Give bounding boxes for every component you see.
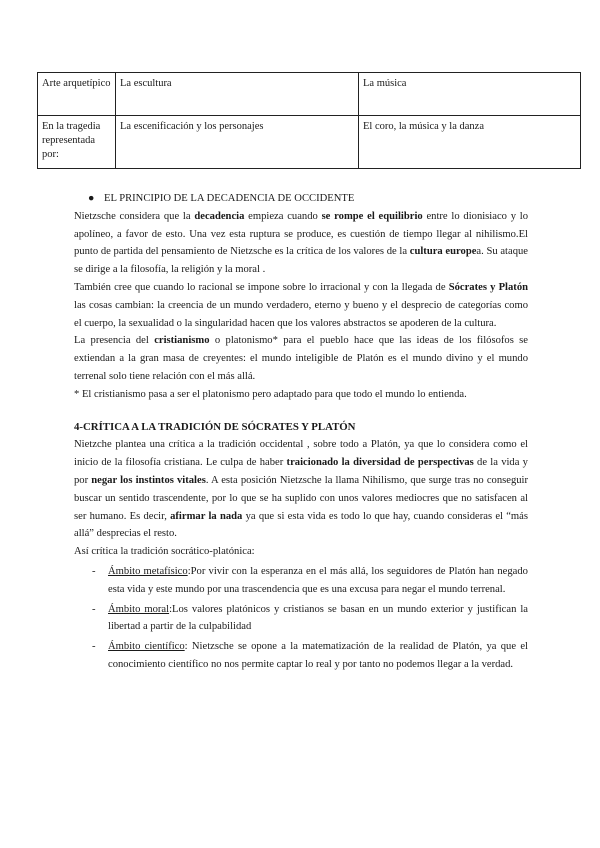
dash-bullet: - xyxy=(92,641,96,653)
paragraph-critica xyxy=(74,436,528,543)
bold-term: negar los instintos vitales xyxy=(91,474,206,486)
bold-term: Sócrates y Platón xyxy=(448,281,529,293)
list-item-moral xyxy=(74,601,528,637)
dash-bullet: - xyxy=(92,565,96,577)
table-cell: La escultura xyxy=(116,73,359,116)
paragraph-cristianismo xyxy=(74,332,528,385)
text-run: . A esta posición Nietzsche la llama Nihilismo, que surge tras no conseguir buscar un sentido trascendente, por lo que se ha suplido con unos valores mediocres que no satisfacen al ser humano. Es decir, xyxy=(74,474,529,522)
table-cell: La escenificación y los personajes xyxy=(116,116,359,169)
bold-term: cristianismo xyxy=(154,335,210,347)
text-run: También cree que cuando lo racional se impone sobre lo irracional y con la llegada de xyxy=(74,281,449,293)
text-run: o platonismo* para el pueblo hace que las ideas de los filósofos se extiendan a la gran masa de creyentes: el mundo inteligible de Platón es el mundo divino y el mundo terrenal solo tiene relación con el más allá. xyxy=(74,335,529,382)
table-cell: En la tragedia representada por: xyxy=(38,116,116,169)
dash-bullet: - xyxy=(92,603,96,615)
bold-term: se rompe el equilibrio xyxy=(321,210,423,222)
table-cell: La música xyxy=(359,73,581,116)
text-run: La presencia del xyxy=(74,335,155,347)
bold-term: afirmar la nada xyxy=(170,510,243,522)
footnote: * El cristianismo pasa a ser el platonismo pero adaptado para que todo el mundo lo entienda. xyxy=(74,388,467,400)
bold-term: traicionado la diversidad de perspectivas xyxy=(286,457,474,469)
text-run: a. Su ataque se dirige a la filosofía, la religión y la moral . xyxy=(74,246,528,276)
text-run: ya que si esta vida es todo lo que hay, cuando consideras el “más allá” desprecias el resto. xyxy=(74,510,528,540)
text-run: las cosas cambian: la creencia de un mundo verdadero, eterno y bueno y el desprecio de categorías como el cuerpo, la sexualidad o la singularidad hacen que los valores abstractos se apoderen de la cultura. xyxy=(74,299,528,329)
section-heading-decadencia xyxy=(88,190,528,208)
item-text: : Nietzsche se opone a la matematización de la realidad de Platón, ya que el conocimiento científico no nos permite captar lo real y por tanto no podemos llegar a la verdad. xyxy=(108,641,528,670)
table-row xyxy=(38,73,581,116)
text-run: Nietzche plantea una crítica a la tradición occidental , sobre todo a Platón, ya que lo considera como el inicio de la filosofía cristiana. Le culpa de haber xyxy=(74,439,528,469)
text-run: Nietzsche considera que la xyxy=(74,210,195,222)
text-run: entre lo dionisiaco y lo apolíneo, a favor de esto. Una vez esta ruptura se produce, es cuestión de tiempo llegar al nihilismo.El punto de partida del pensamiento de Nietzsche es la crítica de los valores de la xyxy=(74,210,529,258)
list-item-cientifico xyxy=(74,638,528,674)
paragraph-socrates-platon xyxy=(74,279,528,332)
heading-text: EL PRINCIPIO DE LA DECADENCIA DE OCCIDENTE xyxy=(104,193,355,204)
art-comparison-table xyxy=(37,72,581,169)
list-item-metafisico xyxy=(74,563,528,599)
list-intro: Así crítica la tradición socrático-platónica: xyxy=(74,546,255,558)
bullet-icon: ● xyxy=(88,193,95,204)
text-run: de la vida y por xyxy=(74,457,528,486)
bold-term: decadencia xyxy=(194,210,245,222)
section-heading-critica: 4-CRÍTICA A LA TRADICIÓN DE SÓCRATES Y PLATÓN xyxy=(74,420,356,433)
table-cell: El coro, la música y la danza xyxy=(359,116,581,169)
bold-term: cultura europe xyxy=(409,246,477,258)
item-label: Ámbito metafísico xyxy=(108,565,188,577)
item-text: :Los valores platónicos y cristianos se basan en un mundo exterior y justifican la libertad a partir de la culpabilidad xyxy=(108,603,528,633)
text-run: empieza cuando xyxy=(244,210,322,222)
item-label: Ámbito científico xyxy=(108,641,185,653)
table-row xyxy=(38,116,581,169)
table-cell: Arte arquetípico xyxy=(38,73,116,116)
paragraph-decadencia xyxy=(74,208,528,279)
item-label: Ámbito moral xyxy=(108,603,170,615)
document-body xyxy=(74,190,528,674)
item-text: :Por vivir con la esperanza en el más allá, los seguidores de Platón han negado esta vida y este mundo por una trascendencia que es una excusa para negar el mundo terrenal. xyxy=(108,565,528,595)
